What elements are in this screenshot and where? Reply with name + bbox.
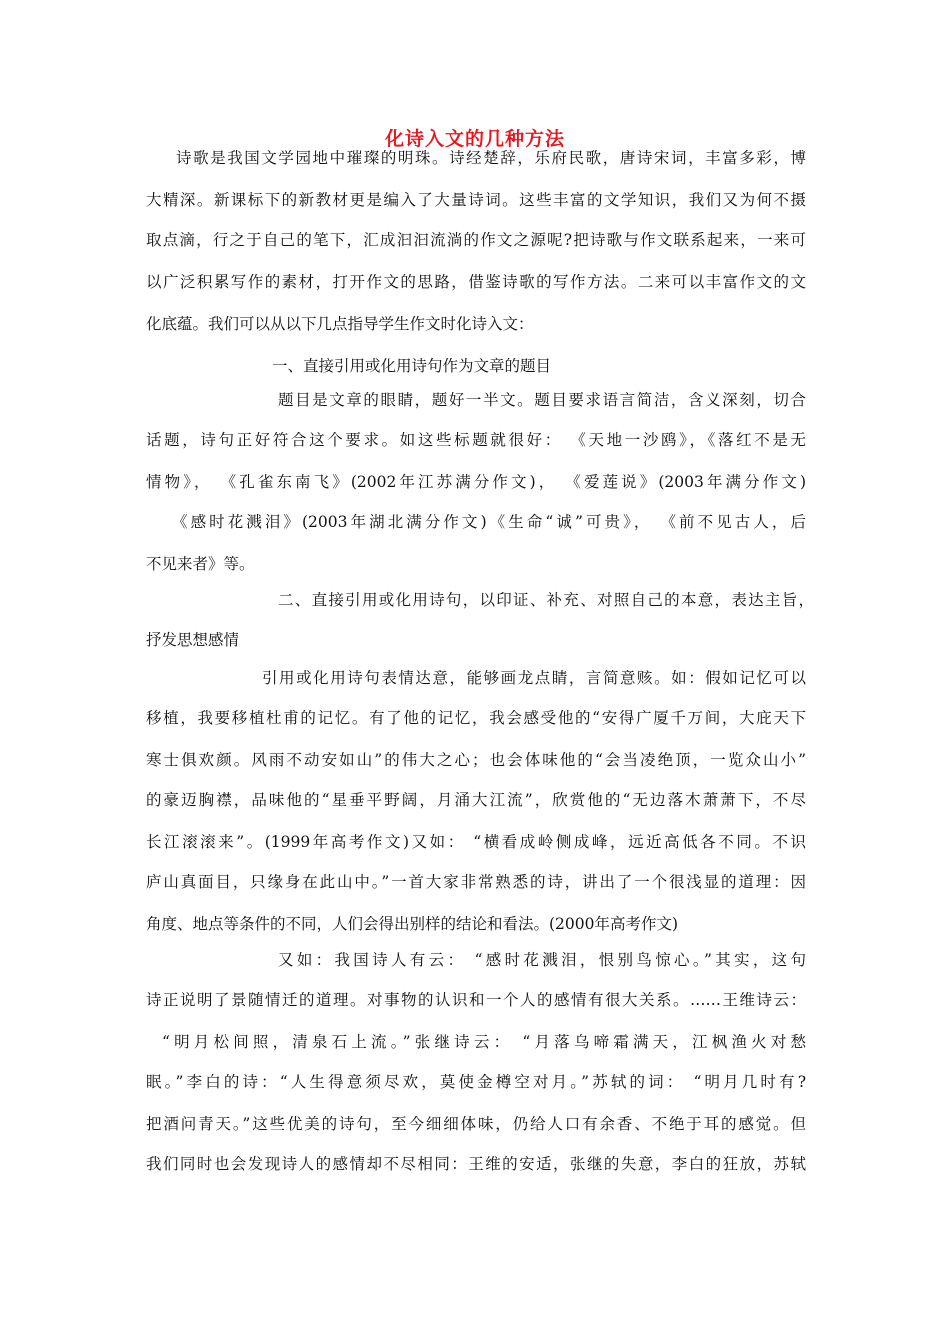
- text-line: 眠。”李白的诗：“人生得意须尽欢，莫使金樽空对月。”苏轼的词： “明月几时有?: [146, 1073, 806, 1091]
- text-line: 把酒问青天。”这些优美的诗句，至今细细体味，仍给人口有余香、不绝于耳的感觉。但: [146, 1115, 806, 1133]
- text-line: 题目是文章的眼睛，题好一半文。题目要求语言简洁，含义深刻，切合: [278, 391, 806, 409]
- text-line: 庐山真面目，只缘身在此山中。”一首大家非常熟悉的诗，讲出了一个很浅显的道理：因: [146, 873, 806, 891]
- text-line: 不见来者》等。: [146, 555, 255, 573]
- text-line: 移植，我要移植杜甫的记忆。有了他的记忆，我会感受他的“安得广厦千万间，大庇天下: [146, 709, 806, 727]
- text-line: 引用或化用诗句表情达意，能够画龙点睛，言简意赅。如：假如记忆可以: [262, 669, 806, 687]
- text-line: 取点滴，行之于自己的笔下，汇成汩汩流淌的作文之源呢?把诗歌与作文联系起来，一来可: [146, 231, 806, 249]
- text-line: 《感时花溅泪》(2003年湖北满分作文)《生命“诚”可贵》， 《前不见古人，后: [172, 513, 806, 531]
- section-heading-2: 二、直接引用或化用诗句，以印证、补充、对照自己的本意，表达主旨，: [278, 591, 814, 609]
- text-line: 角度、地点等条件的不同，人们会得出别样的结论和看法。(2000年高考作文): [146, 915, 679, 933]
- text-line: 又如：我国诗人有云： “感时花溅泪，恨别鸟惊心。”其实，这句: [278, 951, 806, 969]
- text-line: 长江滚滚来”。(1999年高考作文)又如： “横看成岭侧成峰，远近高低各不同。不识: [146, 833, 806, 851]
- text-line: 情物》， 《孔雀东南飞》(2002年江苏满分作文)， 《爱莲说》(2003年满分作文): [146, 473, 806, 491]
- text-line: 寒士俱欢颜。风雨不动安如山”的伟大之心；也会体味他的“会当凌绝顶，一览众山小”: [146, 751, 806, 769]
- text-line: 大精深。新课标下的新教材更是编入了大量诗词。这些丰富的文学知识，我们又为何不摄: [146, 191, 806, 209]
- text-line: 我们同时也会发现诗人的感情却不尽相同：王维的安适，张继的失意，李白的狂放，苏轼: [146, 1155, 806, 1173]
- text-line: 诗正说明了景随情迁的道理。对事物的认识和一个人的感情有很大关系。……王维诗云：: [146, 991, 806, 1009]
- text-line: 以广泛积累写作的素材，打开作文的思路，借鉴诗歌的写作方法。二来可以丰富作文的文: [146, 273, 806, 291]
- text-line: 诗歌是我国文学园地中璀璨的明珠。诗经楚辞，乐府民歌，唐诗宋词，丰富多彩，博: [176, 149, 806, 167]
- text-line: 化底蕴。我们可以从以下几点指导学生作文时化诗入文：: [146, 315, 534, 333]
- section-heading-2-cont: 抒发思想感情: [146, 631, 240, 649]
- section-heading-1: 一、直接引用或化用诗句作为文章的题目: [272, 357, 552, 375]
- text-line: 的豪迈胸襟，品味他的“星垂平野阔，月涌大江流”，欣赏他的“无边落木萧萧下，不尽: [146, 791, 806, 809]
- text-line: 话题，诗句正好符合这个要求。如这些标题就很好： 《天地一沙鸥》，《落红不是无: [146, 431, 806, 449]
- document-title: 化诗入文的几种方法: [384, 128, 565, 150]
- text-line: “明月松间照，清泉石上流。”张继诗云： “月落乌啼霜满天，江枫渔火对愁: [162, 1033, 806, 1051]
